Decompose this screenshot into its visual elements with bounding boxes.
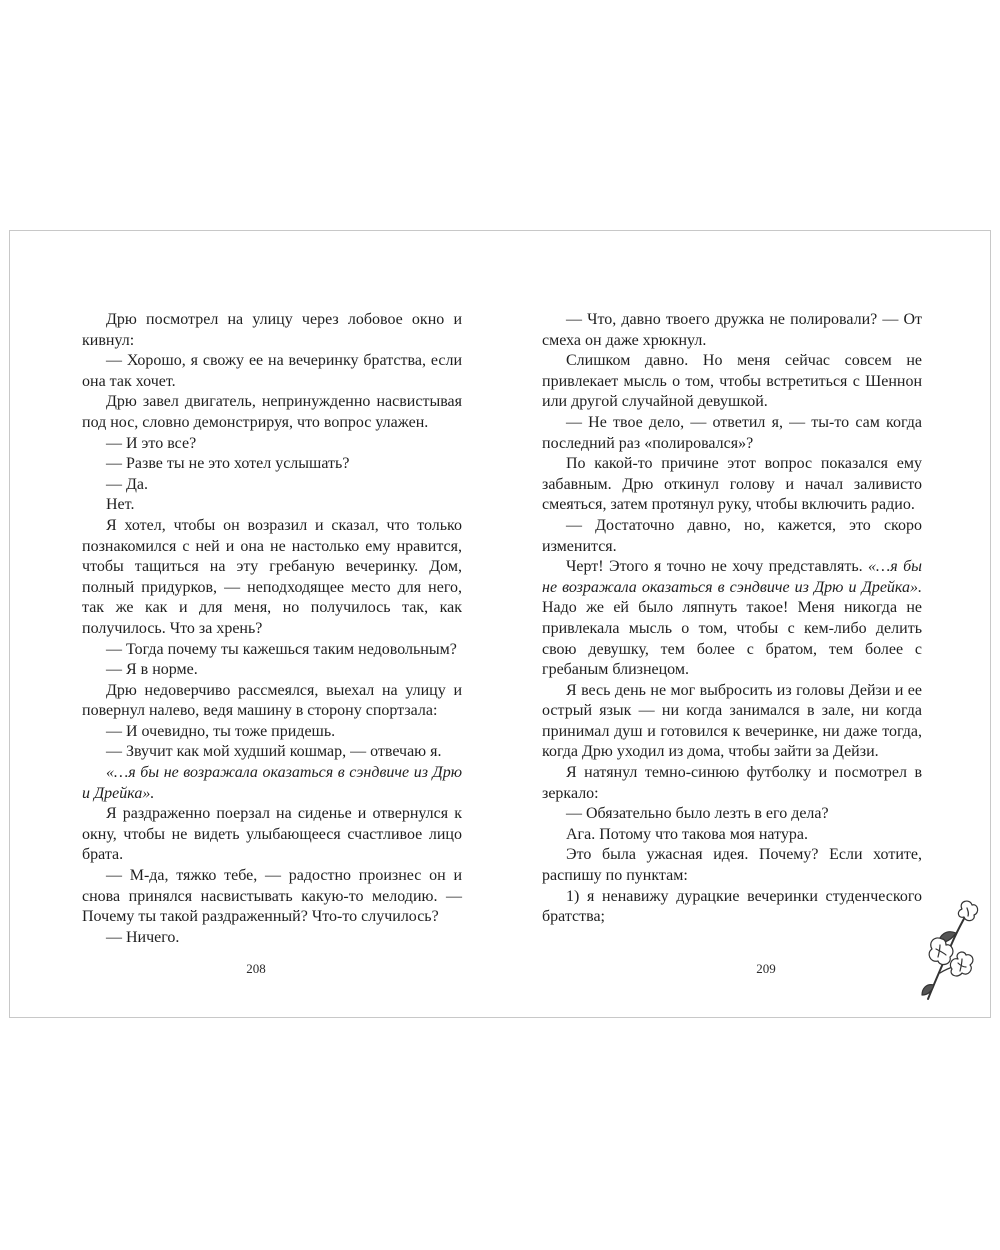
italic-quote: «…я бы не возражала оказаться в сэндвиче из Дрю и Дрейка». (82, 764, 462, 802)
paragraph: 1) я ненавижу дурацкие вечеринки студенческого братства; (542, 887, 922, 926)
paragraph: — И это все? (106, 434, 197, 452)
paragraph: — И очевидно, ты тоже придешь. (106, 722, 336, 740)
paragraph: Я весь день не мог выбросить из головы Дейзи и ее острый язык — ни когда занимался в зале, ни когда принимал душ и готовился к вечеринке, ни даже тогда, когда Дрю уходил из дома, чтобы зайти за Дейзи. (542, 681, 922, 761)
paragraph-start: Черт! Этого я точно не хочу представлять. (566, 558, 869, 576)
paragraph: — Звучит как мой худший кошмар, — отвечаю я. (106, 743, 442, 761)
paragraph: — Разве ты не это хотел услышать? (106, 455, 350, 473)
paragraph: Я раздраженно поерзал на сиденье и отвернулся к окну, чтобы не видеть улыбающееся счастливое лицо брата. (82, 805, 462, 864)
paragraph: Я натянул темно-синюю футболку и посмотрел в зеркало: (542, 764, 922, 802)
paragraph: — Не твое дело, — ответил я, — ты-то сам когда последний раз «полировался»? (542, 413, 922, 452)
paragraph: Дрю посмотрел на улицу через лобовое окно и кивнул: (82, 311, 462, 349)
paragraph: Дрю недоверчиво рассмеялся, выехал на улицу и повернул налево, ведя машину в сторону спортзала: (82, 681, 462, 720)
paragraph: — Ничего. (106, 928, 180, 946)
paragraph: Ага. Потому что такова моя натура. (566, 825, 808, 843)
cotton-flower-icon (918, 899, 980, 1003)
paragraph: По какой-то причине этот вопрос показался ему забавным. Дрю откинул голову и начал заливисто смеяться, затем протянул руку, чтобы включить радио. (542, 455, 922, 514)
paragraph: Это была ужасная идея. Почему? Если хотите, распишу по пунктам: (542, 846, 922, 885)
italic-quote-paragraph (82, 763, 462, 804)
paragraph: — М-да, тяжко тебе, — радостно произнес он и снова принялся насвистывать какую-то мелодию. — Почему ты такой раздраженный? Что-то случилось? (82, 867, 462, 926)
book-spread (9, 230, 991, 1018)
mixed-paragraph (542, 557, 922, 681)
paragraph: — Да. (106, 475, 149, 493)
paragraph: — Обязательно было лезть в его дела? (566, 805, 829, 823)
paragraph: — Что, давно твоего дружка не полировали? — От смеха он даже хрюкнул. (542, 311, 922, 349)
right-page-text (542, 310, 922, 928)
paragraph: Слишком давно. Но меня сейчас совсем не привлекает мысль о том, чтобы встретиться с Шеннон или другой случайной девушкой. (542, 352, 922, 411)
page-number-left: 208 (246, 961, 266, 976)
paragraph: — Хорошо, я свожу ее на вечеринку братства, если она так хочет. (82, 352, 462, 390)
page-number-right: 209 (756, 961, 776, 976)
paragraph: Я хотел, чтобы он возразил и сказал, что только познакомился с ней и она не настолько ему нравится, чтобы тащиться на эту гребаную вечеринку. Дом, полный придурков, — неподходящее место для него, так же как и для меня, но получилось так, как получилось. Что за хрень? (82, 516, 462, 637)
paragraph: — Тогда почему ты кажешься таким недовольным? (106, 640, 457, 658)
paragraph: Дрю завел двигатель, непринужденно насвистывая под нос, словно демонстрируя, что вопрос улажен. (82, 393, 462, 431)
paragraph: Нет. (106, 496, 135, 514)
paragraph: — Я в норме. (106, 661, 198, 679)
left-page-text (82, 310, 462, 948)
paragraph-end: Надо же ей было ляпнуть такое! Меня никогда не привлекала мысль о том, чтобы с кем-либо делить свою девушку, тем более с братом, тем более с гребаным близнецом. (542, 599, 922, 679)
paragraph: — Достаточно давно, но, кажется, это скоро изменится. (542, 516, 922, 555)
italic-quote: «…я бы не возражала оказаться в сэндвиче из Дрю и Дрейка». (542, 558, 922, 596)
